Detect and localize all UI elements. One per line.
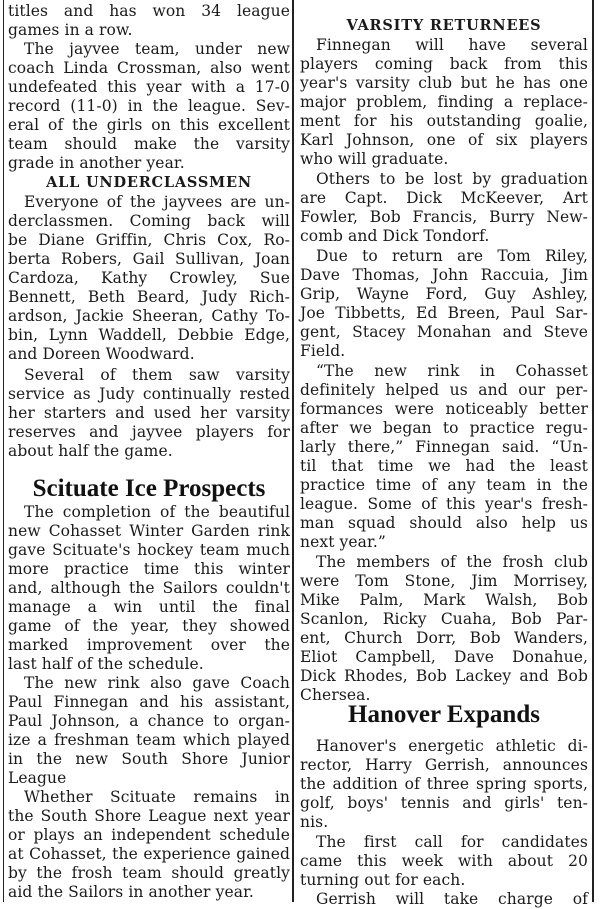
text-line: or plays an independent schedule: [8, 826, 290, 844]
text-line: major problem, finding a replace-: [300, 93, 588, 111]
text-line: record (11-0) in the league. Sev-: [8, 97, 290, 115]
text-line: The first call for candidates: [316, 833, 588, 851]
headline-hanover-expands: Hanover Expands: [348, 701, 540, 728]
text-line: Dave Thomas, John Raccuia, Jim: [300, 266, 588, 284]
text-line: last half of the schedule.: [8, 655, 204, 673]
right-column-rule: [592, 0, 594, 902]
text-line: ardson, Jackie Sheeran, Cathy To-: [8, 307, 290, 325]
text-line: undefeated this year with a 17-0: [8, 78, 290, 96]
text-line: league. Some of this year's fresh-: [300, 495, 588, 513]
text-line: and, although the Sailors couldn't: [8, 579, 290, 597]
text-line: Grip, Wayne Ford, Guy Ashley,: [300, 285, 588, 303]
text-line: Eliot Campbell, Dave Donahue,: [300, 648, 588, 666]
text-line: derclassmen. Coming back will: [8, 212, 290, 230]
text-line: gave Scituate's hockey team much: [8, 541, 290, 559]
text-line: by the frosh team should greatly: [8, 864, 290, 882]
headline-scituate-ice-prospects: Scituate Ice Prospects: [32, 475, 266, 502]
text-line: game of the year, they showed: [8, 617, 290, 635]
text-line: marked improvement over the: [8, 636, 290, 654]
text-line: The new rink also gave Coach: [24, 674, 290, 692]
text-line: be Diane Griffin, Chris Cox, Ro-: [8, 231, 290, 249]
text-line: man squad should also help us: [300, 514, 588, 532]
text-line: in the new South Shore Junior: [8, 750, 290, 768]
text-line: players coming back from this: [300, 55, 588, 73]
text-line: new Cohasset Winter Garden rink: [8, 522, 290, 540]
text-line: manage a win until the final: [8, 598, 290, 616]
text-line: The completion of the beautiful: [24, 503, 290, 521]
text-line: Joe Tibbetts, Ed Breen, Paul Sar-: [300, 304, 588, 322]
center-column-rule: [292, 0, 294, 902]
text-line: the South Shore League next year: [8, 807, 290, 825]
text-line: and Doreen Woodward.: [8, 345, 195, 363]
text-line: year's varsity club but he has one: [300, 74, 588, 92]
text-line: golf, boys' tennis and girls' ten-: [300, 794, 588, 812]
text-line: definitely helped us and our per-: [300, 381, 588, 399]
text-line: service as Judy continually rested: [8, 385, 290, 403]
text-line: larly there,” Finnegan said. “Un-: [300, 438, 588, 456]
text-line: League: [8, 769, 67, 787]
left-column-rule: [3, 0, 4, 902]
text-line: team should make the varsity: [8, 135, 290, 153]
text-line: Bennett, Beth Beard, Judy Rich-: [8, 288, 290, 306]
text-line: are Capt. Dick McKeever, Art: [300, 189, 588, 207]
text-line: “The new rink in Cohasset: [316, 362, 588, 380]
text-line: her starters and used her varsity: [8, 404, 290, 422]
text-line: grade in another year.: [8, 154, 185, 172]
text-line: til that time we had the least: [300, 457, 588, 475]
text-line: Everyone of the jayvees are un-: [24, 193, 290, 211]
text-line: Finnegan will have several: [316, 36, 588, 54]
text-line: Paul Johnson, a chance to organ-: [8, 712, 290, 730]
text-line: titles and has won 34 league: [8, 2, 290, 20]
text-line: The members of the frosh club: [316, 553, 588, 571]
text-line: berta Robers, Gail Sullivan, Joan: [8, 250, 290, 268]
text-line: gent, Stacey Monahan and Steve: [300, 323, 588, 341]
text-line: turning out for each.: [300, 871, 466, 889]
text-line: Chersea.: [300, 686, 371, 704]
text-line: ent, Church Dorr, Bob Wanders,: [300, 629, 588, 647]
text-line: rector, Harry Gerrish, announces: [300, 756, 588, 774]
text-line: Mike Palm, Mark Walsh, Bob: [300, 591, 588, 609]
text-line: after we began to practice regu-: [300, 419, 588, 437]
text-line: Dick Rhodes, Bob Lackey and Bob: [300, 667, 588, 685]
text-line: coach Linda Crossman, also went: [8, 59, 290, 77]
text-line: reserves and jayvee players for: [8, 423, 290, 441]
text-line: games in a row.: [8, 21, 133, 39]
text-line: Several of them saw varsity: [24, 366, 290, 384]
text-line: Due to return are Tom Riley,: [316, 247, 588, 265]
text-line: Gerrish will take charge of: [316, 890, 588, 908]
text-line: formances were noticeably better: [300, 400, 588, 418]
text-line: the addition of three spring sports,: [300, 775, 588, 793]
text-line: practice time of any team in the: [300, 476, 588, 494]
subheading-all-underclassmen: ALL UNDERCLASSMEN: [46, 174, 252, 191]
text-line: Scanlon, Ricky Cuaha, Bob Par-: [300, 610, 588, 628]
text-line: Cardoza, Kathy Crowley, Sue: [8, 269, 290, 287]
text-line: who will graduate.: [300, 150, 449, 168]
text-line: came this week with about 20: [300, 852, 588, 870]
text-line: ize a freshman team which played: [8, 731, 290, 749]
subheading-varsity-returnees: VARSITY RETURNEES: [346, 17, 542, 34]
text-line: Hanover's energetic athletic di-: [316, 737, 588, 755]
text-line: more practice time this winter: [8, 560, 290, 578]
text-line: at Cohasset, the experience gained: [8, 845, 290, 863]
text-line: Whether Scituate remains in: [24, 788, 290, 806]
text-line: Karl Johnson, one of six players: [300, 131, 588, 149]
text-line: Others to be lost by graduation: [316, 170, 588, 188]
text-line: The jayvee team, under new: [24, 40, 290, 58]
text-line: nis.: [300, 813, 329, 831]
text-line: bin, Lynn Waddell, Debbie Edge,: [8, 326, 290, 344]
text-line: Field.: [300, 342, 346, 360]
text-line: Paul Finnegan and his assistant,: [8, 693, 290, 711]
text-line: about half the game.: [8, 442, 173, 460]
text-line: Fowler, Bob Francis, Burry New-: [300, 208, 588, 226]
text-line: eral of the girls on this excellent: [8, 116, 290, 134]
text-line: aid the Sailors in another year.: [8, 883, 254, 901]
text-line: comb and Dick Tondorf.: [300, 227, 490, 245]
text-line: next year.”: [300, 533, 386, 551]
text-line: ment for his outstanding goalie,: [300, 112, 588, 130]
text-line: were Tom Stone, Jim Morrisey,: [300, 572, 588, 590]
